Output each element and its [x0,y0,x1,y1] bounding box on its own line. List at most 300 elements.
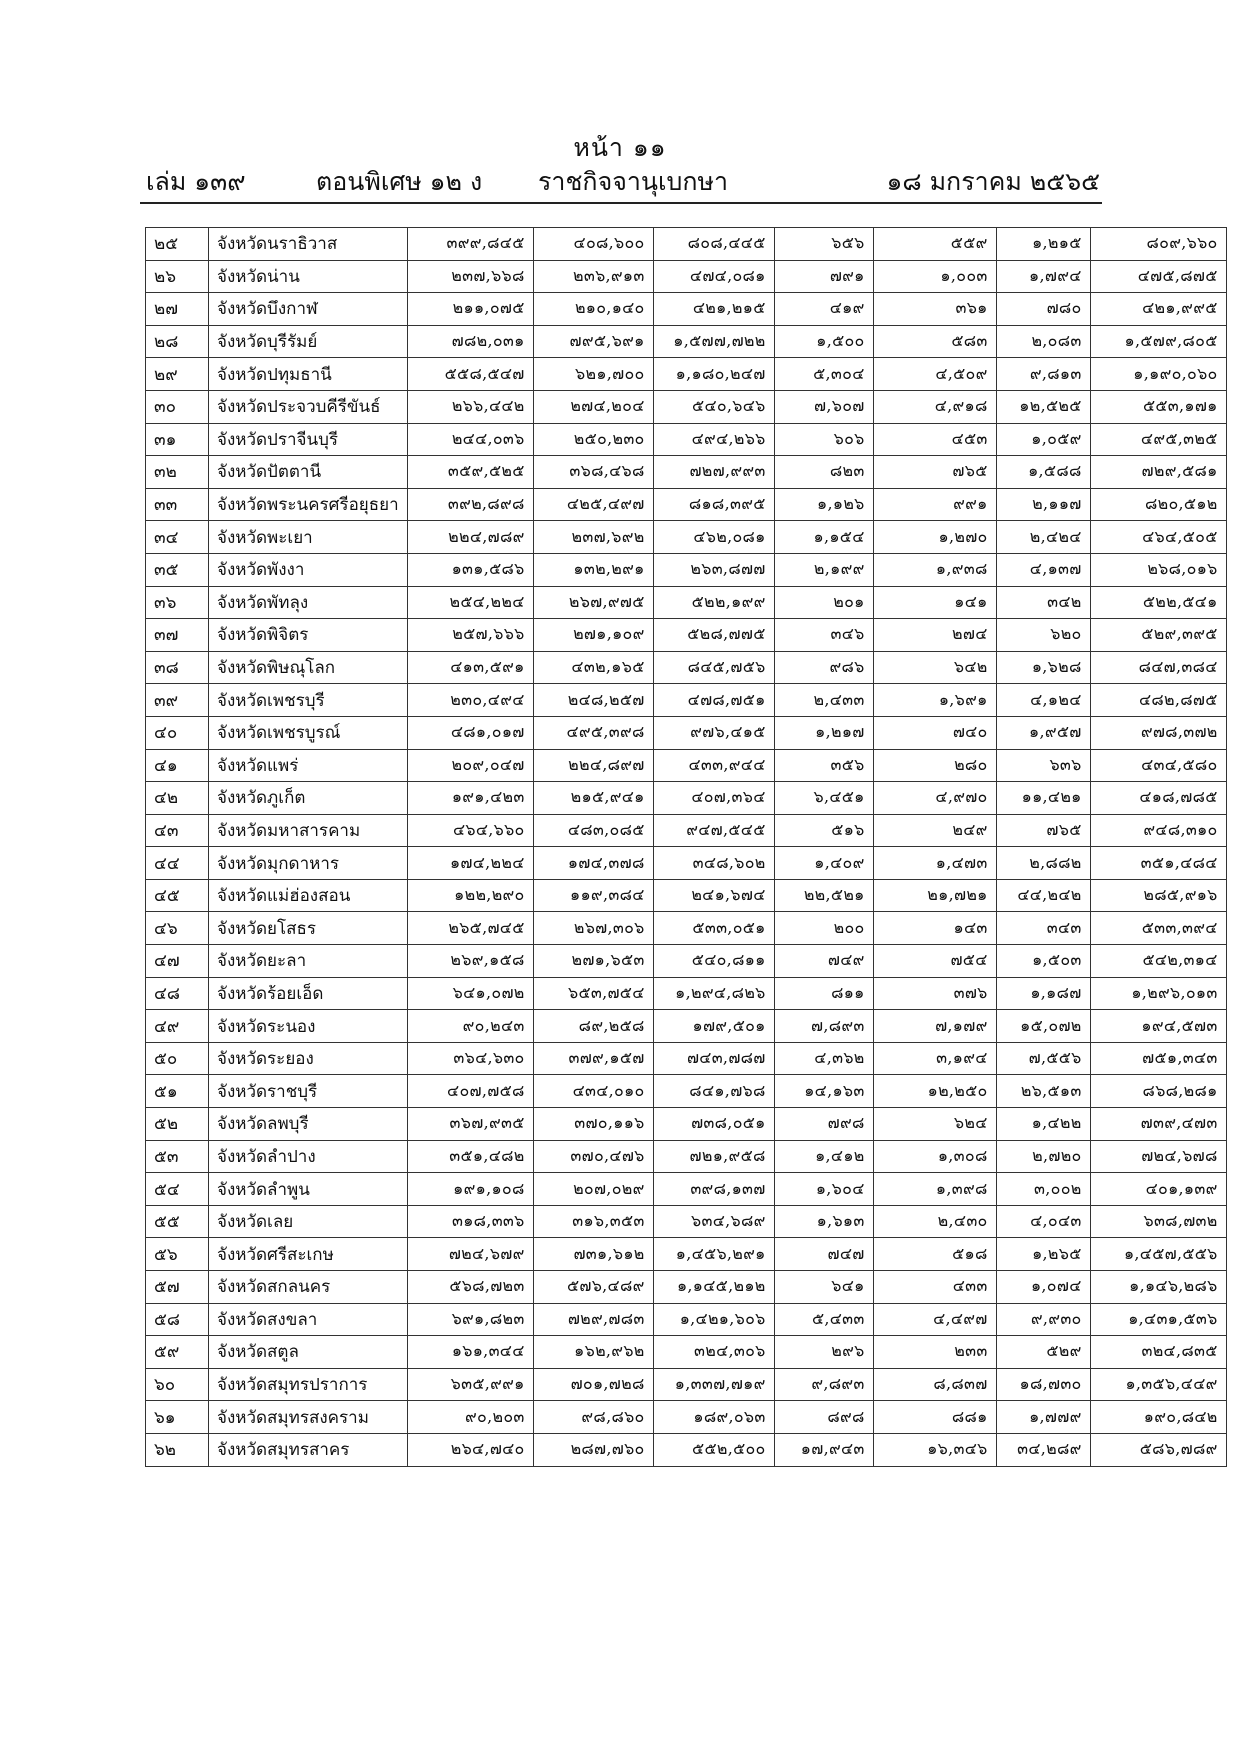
value-cell-col-6: ๙,๙๓๐ [996,1303,1090,1336]
province-name-cell: จังหวัดนราธิวาส [209,228,408,261]
value-cell-col-6: ๑,๐๗๔ [996,1271,1090,1304]
value-cell-col-5: ๔,๔๙๗ [873,1303,996,1336]
value-cell-col-1: ๑๙๑,๑๐๘ [407,1173,533,1206]
value-cell-col-2: ๒๕๐,๒๓๐ [533,423,653,456]
value-cell-col-2: ๑๗๔,๓๗๘ [533,847,653,880]
value-cell-col-3: ๘๔๕,๗๕๖ [653,651,774,684]
value-cell-col-7: ๕๓๓,๓๙๔ [1090,912,1226,945]
value-cell-col-4: ๑,๒๑๗ [774,716,873,749]
value-cell-col-5: ๗,๑๗๙ [873,1010,996,1043]
value-cell-col-3: ๑,๑๔๕,๒๑๒ [653,1271,774,1304]
value-cell-col-2: ๔๓๔,๐๑๐ [533,1075,653,1108]
value-cell-col-6: ๑,๙๕๗ [996,716,1090,749]
issue-label: ตอนพิเศษ ๑๒ ง [316,167,483,196]
value-cell-col-3: ๒๖๓,๘๗๗ [653,553,774,586]
value-cell-col-4: ๓๔๖ [774,619,873,652]
table-row [146,716,1227,749]
value-cell-col-6: ๑,๐๕๙ [996,423,1090,456]
value-cell-col-2: ๒๗๑,๖๕๓ [533,945,653,978]
province-name-cell: จังหวัดศรีสะเกษ [209,1238,408,1271]
value-cell-col-7: ๘๐๙,๖๖๐ [1090,228,1226,261]
value-cell-col-7: ๑,๑๙๐,๐๖๐ [1090,358,1226,391]
province-name-cell: จังหวัดสมุทรสาคร [209,1433,408,1466]
value-cell-col-4: ๗๙๑ [774,260,873,293]
value-cell-col-2: ๒๖๗,๓๐๖ [533,912,653,945]
value-cell-col-5: ๕๑๘ [873,1238,996,1271]
value-cell-col-2: ๔๙๕,๓๙๘ [533,716,653,749]
value-cell-col-6: ๑,๔๒๒ [996,1108,1090,1141]
province-name-cell: จังหวัดพัทลุง [209,586,408,619]
table-row [146,1075,1227,1108]
value-cell-col-6: ๗๘๐ [996,293,1090,326]
value-cell-col-4: ๕,๔๓๓ [774,1303,873,1336]
value-cell-col-4: ๒๐๑ [774,586,873,619]
value-cell-col-7: ๑,๔๕๗,๕๕๖ [1090,1238,1226,1271]
row-number-cell: ๕๘ [146,1303,209,1336]
value-cell-col-7: ๔๗๕,๘๗๕ [1090,260,1226,293]
row-number-cell: ๓๗ [146,619,209,652]
value-cell-col-3: ๔๗๔,๐๘๑ [653,260,774,293]
province-name-cell: จังหวัดปราจีนบุรี [209,423,408,456]
row-number-cell: ๓๖ [146,586,209,619]
value-cell-col-1: ๔๘๑,๐๑๗ [407,716,533,749]
value-cell-col-3: ๖๓๔,๖๘๙ [653,1205,774,1238]
value-cell-col-7: ๘๒๐,๕๑๒ [1090,488,1226,521]
value-cell-col-7: ๙๔๘,๓๑๐ [1090,814,1226,847]
table-row [146,1042,1227,1075]
value-cell-col-1: ๙๐,๒๐๓ [407,1401,533,1434]
value-cell-col-7: ๔๙๕,๓๒๕ [1090,423,1226,456]
value-cell-col-1: ๕๖๘,๗๒๓ [407,1271,533,1304]
value-cell-col-7: ๙๗๘,๓๗๒ [1090,716,1226,749]
table-row [146,456,1227,489]
table-row [146,619,1227,652]
value-cell-col-1: ๔๖๔,๖๖๐ [407,814,533,847]
value-cell-col-1: ๒๕๔,๒๒๔ [407,586,533,619]
value-cell-col-5: ๗๖๕ [873,456,996,489]
row-number-cell: ๔๗ [146,945,209,978]
value-cell-col-3: ๔๒๑,๒๑๕ [653,293,774,326]
row-number-cell: ๒๗ [146,293,209,326]
value-cell-col-3: ๙๔๗,๕๔๕ [653,814,774,847]
value-cell-col-2: ๙๘,๘๖๐ [533,1401,653,1434]
table-row [146,1140,1227,1173]
value-cell-col-1: ๖๔๑,๐๗๒ [407,977,533,1010]
row-number-cell: ๕๑ [146,1075,209,1108]
value-cell-col-3: ๔๐๗,๓๖๔ [653,782,774,815]
province-name-cell: จังหวัดพังงา [209,553,408,586]
value-cell-col-2: ๔๓๒,๑๖๕ [533,651,653,684]
value-cell-col-1: ๓๖๗,๙๓๕ [407,1108,533,1141]
value-cell-col-3: ๗๒๑,๙๕๘ [653,1140,774,1173]
table-row [146,260,1227,293]
value-cell-col-3: ๙๗๖,๔๑๕ [653,716,774,749]
value-cell-col-5: ๑,๖๙๑ [873,684,996,717]
value-cell-col-7: ๔๐๑,๑๓๙ [1090,1173,1226,1206]
province-name-cell: จังหวัดสงขลา [209,1303,408,1336]
value-cell-col-7: ๕๘๖,๗๘๙ [1090,1433,1226,1466]
value-cell-col-5: ๔๕๓ [873,423,996,456]
value-cell-col-3: ๓๙๘,๑๓๗ [653,1173,774,1206]
province-name-cell: จังหวัดสกลนคร [209,1271,408,1304]
table-body [146,228,1227,1467]
value-cell-col-4: ๒,๔๓๓ [774,684,873,717]
province-name-cell: จังหวัดสตูล [209,1336,408,1369]
province-name-cell: จังหวัดเพชรบูรณ์ [209,716,408,749]
row-number-cell: ๔๐ [146,716,209,749]
table-row [146,651,1227,684]
value-cell-col-4: ๑,๖๑๓ [774,1205,873,1238]
row-number-cell: ๒๕ [146,228,209,261]
value-cell-col-7: ๑,๔๓๑,๕๓๖ [1090,1303,1226,1336]
value-cell-col-4: ๗,๖๐๗ [774,390,873,423]
volume-label: เล่ม ๑๓๙ [146,167,246,196]
value-cell-col-1: ๑๓๑,๕๘๖ [407,553,533,586]
value-cell-col-1: ๗๘๒,๐๓๑ [407,325,533,358]
value-cell-col-1: ๖๙๑,๘๒๓ [407,1303,533,1336]
value-cell-col-4: ๖,๔๕๑ [774,782,873,815]
value-cell-col-2: ๒๗๔,๒๐๔ [533,390,653,423]
table-row [146,912,1227,945]
province-name-cell: จังหวัดภูเก็ต [209,782,408,815]
value-cell-col-3: ๔๓๓,๙๔๔ [653,749,774,782]
value-cell-col-6: ๑,๕๘๘ [996,456,1090,489]
value-cell-col-1: ๑๙๑,๔๒๓ [407,782,533,815]
value-cell-col-7: ๘๖๘,๒๘๑ [1090,1075,1226,1108]
value-cell-col-4: ๒๙๖ [774,1336,873,1369]
value-cell-col-7: ๔๘๒,๘๗๕ [1090,684,1226,717]
value-cell-col-1: ๔๑๓,๕๙๑ [407,651,533,684]
value-cell-col-2: ๒๓๖,๙๑๓ [533,260,653,293]
table-row [146,1010,1227,1043]
value-cell-col-6: ๒,๑๑๗ [996,488,1090,521]
value-cell-col-2: ๗๒๙,๗๘๓ [533,1303,653,1336]
value-cell-col-5: ๑๒,๒๕๐ [873,1075,996,1108]
row-number-cell: ๒๖ [146,260,209,293]
value-cell-col-5: ๗๔๐ [873,716,996,749]
value-cell-col-3: ๑๗๙,๕๐๑ [653,1010,774,1043]
value-cell-col-2: ๓๑๖,๓๕๓ [533,1205,653,1238]
value-cell-col-4: ๓๕๖ [774,749,873,782]
value-cell-col-5: ๖๒๔ [873,1108,996,1141]
value-cell-col-7: ๑๙๐,๘๔๒ [1090,1401,1226,1434]
page-number: หน้า ๑๑ [573,133,667,162]
row-number-cell: ๓๙ [146,684,209,717]
value-cell-col-4: ๖๕๖ [774,228,873,261]
value-cell-col-6: ๓๔๒ [996,586,1090,619]
value-cell-col-4: ๙๘๖ [774,651,873,684]
row-number-cell: ๓๘ [146,651,209,684]
value-cell-col-6: ๖๓๖ [996,749,1090,782]
value-cell-col-3: ๑,๓๓๗,๗๑๙ [653,1368,774,1401]
value-cell-col-2: ๒๒๔,๘๙๗ [533,749,653,782]
value-cell-col-3: ๕๒๒,๑๙๙ [653,586,774,619]
value-cell-col-3: ๘๔๑,๗๖๘ [653,1075,774,1108]
value-cell-col-2: ๑๓๒,๒๙๑ [533,553,653,586]
value-cell-col-3: ๕๕๒,๕๐๐ [653,1433,774,1466]
value-cell-col-1: ๒๓๗,๖๖๘ [407,260,533,293]
province-name-cell: จังหวัดปทุมธานี [209,358,408,391]
row-number-cell: ๔๕ [146,879,209,912]
value-cell-col-5: ๘,๘๓๗ [873,1368,996,1401]
province-name-cell: จังหวัดมุกดาหาร [209,847,408,880]
table-row [146,521,1227,554]
value-cell-col-3: ๕๓๓,๐๕๑ [653,912,774,945]
gazette-header [146,162,1100,202]
province-name-cell: จังหวัดบึงกาฬ [209,293,408,326]
value-cell-col-4: ๑,๔๑๒ [774,1140,873,1173]
value-cell-col-4: ๖๔๑ [774,1271,873,1304]
value-cell-col-6: ๑,๖๒๘ [996,651,1090,684]
row-number-cell: ๓๔ [146,521,209,554]
province-name-cell: จังหวัดพิจิตร [209,619,408,652]
value-cell-col-6: ๒๖,๕๑๓ [996,1075,1090,1108]
value-cell-col-3: ๗๓๘,๐๕๑ [653,1108,774,1141]
value-cell-col-5: ๑,๒๗๐ [873,521,996,554]
province-name-cell: จังหวัดระนอง [209,1010,408,1043]
table-row [146,228,1227,261]
table-row [146,423,1227,456]
value-cell-col-7: ๔๑๘,๗๘๕ [1090,782,1226,815]
value-cell-col-1: ๖๓๕,๙๙๑ [407,1368,533,1401]
value-cell-col-4: ๑,๑๒๖ [774,488,873,521]
value-cell-col-2: ๒๓๗,๖๙๒ [533,521,653,554]
value-cell-col-6: ๒,๘๘๒ [996,847,1090,880]
value-cell-col-4: ๗๔๙ [774,945,873,978]
table-row [146,847,1227,880]
value-cell-col-3: ๓๔๘,๖๐๒ [653,847,774,880]
value-cell-col-5: ๑,๙๓๘ [873,553,996,586]
table-row [146,1368,1227,1401]
value-cell-col-7: ๑,๒๙๖,๐๑๓ [1090,977,1226,1010]
table-row [146,488,1227,521]
value-cell-col-5: ๔,๙๑๘ [873,390,996,423]
value-cell-col-5: ๔,๙๗๐ [873,782,996,815]
value-cell-col-6: ๑,๒๑๕ [996,228,1090,261]
table-row [146,1108,1227,1141]
value-cell-col-2: ๒๘๗,๗๖๐ [533,1433,653,1466]
value-cell-col-6: ๔,๑๒๔ [996,684,1090,717]
value-cell-col-3: ๔๙๔,๒๖๖ [653,423,774,456]
value-cell-col-3: ๑,๑๘๐,๒๔๗ [653,358,774,391]
row-number-cell: ๔๓ [146,814,209,847]
table-row [146,553,1227,586]
table-row [146,749,1227,782]
province-name-cell: จังหวัดสมุทรสงคราม [209,1401,408,1434]
value-cell-col-2: ๑๖๒,๙๖๒ [533,1336,653,1369]
value-cell-col-5: ๒๔๙ [873,814,996,847]
province-name-cell: จังหวัดพิษณุโลก [209,651,408,684]
value-cell-col-3: ๗๔๓,๗๘๗ [653,1042,774,1075]
value-cell-col-6: ๓๔,๒๘๙ [996,1433,1090,1466]
value-cell-col-6: ๒,๔๒๔ [996,521,1090,554]
table-row [146,1205,1227,1238]
value-cell-col-7: ๓๕๑,๔๘๔ [1090,847,1226,880]
value-cell-col-2: ๔๒๕,๔๙๗ [533,488,653,521]
province-name-cell: จังหวัดราชบุรี [209,1075,408,1108]
value-cell-col-1: ๒๖๕,๗๔๕ [407,912,533,945]
value-cell-col-1: ๓๙๙,๘๔๕ [407,228,533,261]
value-cell-col-2: ๗๓๑,๖๑๒ [533,1238,653,1271]
table-row [146,1238,1227,1271]
value-cell-col-7: ๗๒๙,๕๘๑ [1090,456,1226,489]
value-cell-col-6: ๒,๐๘๓ [996,325,1090,358]
value-cell-col-3: ๘๑๘,๓๙๕ [653,488,774,521]
value-cell-col-5: ๖๔๒ [873,651,996,684]
value-cell-col-5: ๑๔๑ [873,586,996,619]
value-cell-col-5: ๑,๔๗๓ [873,847,996,880]
value-cell-col-2: ๖๒๑,๗๐๐ [533,358,653,391]
value-cell-col-3: ๑๘๙,๐๖๓ [653,1401,774,1434]
table-row [146,1336,1227,1369]
value-cell-col-4: ๒๐๐ [774,912,873,945]
value-cell-col-6: ๑,๑๘๗ [996,977,1090,1010]
value-cell-col-4: ๒,๑๙๙ [774,553,873,586]
value-cell-col-4: ๖๐๖ [774,423,873,456]
value-cell-col-2: ๓๗๐,๑๑๖ [533,1108,653,1141]
value-cell-col-5: ๑,๐๐๓ [873,260,996,293]
value-cell-col-6: ๙,๘๑๓ [996,358,1090,391]
value-cell-col-1: ๒๑๑,๐๗๕ [407,293,533,326]
value-cell-col-2: ๑๑๙,๓๘๔ [533,879,653,912]
value-cell-col-1: ๙๐,๒๔๓ [407,1010,533,1043]
table-row [146,1433,1227,1466]
province-name-cell: จังหวัดพระนครศรีอยุธยา [209,488,408,521]
row-number-cell: ๒๙ [146,358,209,391]
value-cell-col-2: ๒๔๘,๒๕๗ [533,684,653,717]
value-cell-col-6: ๖๒๐ [996,619,1090,652]
value-cell-col-3: ๕๒๘,๗๗๕ [653,619,774,652]
value-cell-col-7: ๗๓๙,๔๗๓ [1090,1108,1226,1141]
value-cell-col-7: ๕๒๒,๕๔๑ [1090,586,1226,619]
row-number-cell: ๒๘ [146,325,209,358]
row-number-cell: ๕๗ [146,1271,209,1304]
row-number-cell: ๓๑ [146,423,209,456]
value-cell-col-4: ๑,๖๐๔ [774,1173,873,1206]
row-number-cell: ๕๐ [146,1042,209,1075]
value-cell-col-2: ๖๕๓,๗๕๔ [533,977,653,1010]
value-cell-col-6: ๑๕,๐๗๒ [996,1010,1090,1043]
value-cell-col-4: ๑๗,๙๔๓ [774,1433,873,1466]
value-cell-col-2: ๓๗๙,๑๕๗ [533,1042,653,1075]
value-cell-col-4: ๑๔,๑๖๓ [774,1075,873,1108]
province-name-cell: จังหวัดปัตตานี [209,456,408,489]
table-row [146,1401,1227,1434]
value-cell-col-3: ๑,๔๒๑,๖๐๖ [653,1303,774,1336]
value-cell-col-1: ๓๖๔,๖๓๐ [407,1042,533,1075]
value-cell-col-4: ๑,๑๕๔ [774,521,873,554]
row-number-cell: ๔๙ [146,1010,209,1043]
table-row [146,782,1227,815]
province-name-cell: จังหวัดแพร่ [209,749,408,782]
value-cell-col-5: ๕๕๙ [873,228,996,261]
value-cell-col-5: ๒๘๐ [873,749,996,782]
value-cell-col-1: ๗๒๔,๖๗๙ [407,1238,533,1271]
row-number-cell: ๖๒ [146,1433,209,1466]
value-cell-col-5: ๒๑,๗๒๑ [873,879,996,912]
value-cell-col-6: ๑๒,๕๒๕ [996,390,1090,423]
row-number-cell: ๖๑ [146,1401,209,1434]
row-number-cell: ๔๘ [146,977,209,1010]
value-cell-col-3: ๒๔๑,๖๗๔ [653,879,774,912]
row-number-cell: ๔๖ [146,912,209,945]
row-number-cell: ๕๕ [146,1205,209,1238]
value-cell-col-6: ๓,๐๐๒ [996,1173,1090,1206]
value-cell-col-6: ๑,๗๙๔ [996,260,1090,293]
value-cell-col-5: ๑๔๓ [873,912,996,945]
value-cell-col-4: ๑,๕๐๐ [774,325,873,358]
row-number-cell: ๓๒ [146,456,209,489]
value-cell-col-4: ๑,๔๐๙ [774,847,873,880]
value-cell-col-4: ๗,๘๙๓ [774,1010,873,1043]
value-cell-col-3: ๑,๕๗๗,๗๒๒ [653,325,774,358]
value-cell-col-4: ๗๔๗ [774,1238,873,1271]
value-cell-col-1: ๒๐๙,๐๔๗ [407,749,533,782]
value-cell-col-6: ๑,๗๗๙ [996,1401,1090,1434]
population-table [145,227,1227,1467]
value-cell-col-7: ๘๔๗,๓๘๔ [1090,651,1226,684]
value-cell-col-5: ๑,๓๐๘ [873,1140,996,1173]
value-cell-col-6: ๓๔๓ [996,912,1090,945]
row-number-cell: ๓๕ [146,553,209,586]
publication-date: ๑๘ มกราคม ๒๕๖๕ [886,167,1100,196]
value-cell-col-7: ๑,๓๕๖,๔๔๙ [1090,1368,1226,1401]
value-cell-col-4: ๒๒,๕๒๑ [774,879,873,912]
value-cell-col-1: ๓๑๘,๓๓๖ [407,1205,533,1238]
value-cell-col-6: ๔๔,๒๔๒ [996,879,1090,912]
value-cell-col-2: ๓๖๘,๔๖๘ [533,456,653,489]
value-cell-col-7: ๕๕๓,๑๗๑ [1090,390,1226,423]
value-cell-col-3: ๑,๒๙๔,๘๒๖ [653,977,774,1010]
table-row [146,977,1227,1010]
value-cell-col-6: ๔,๑๓๗ [996,553,1090,586]
value-cell-col-3: ๔๖๒,๐๘๑ [653,521,774,554]
table-row [146,1303,1227,1336]
table-row [146,390,1227,423]
value-cell-col-5: ๔,๕๐๙ [873,358,996,391]
table-row [146,1173,1227,1206]
value-cell-col-2: ๘๙,๒๕๘ [533,1010,653,1043]
value-cell-col-1: ๒๔๔,๐๓๖ [407,423,533,456]
value-cell-col-5: ๗๕๔ [873,945,996,978]
province-name-cell: จังหวัดเลย [209,1205,408,1238]
value-cell-col-1: ๒๕๗,๖๖๖ [407,619,533,652]
province-name-cell: จังหวัดระยอง [209,1042,408,1075]
value-cell-col-6: ๗๖๕ [996,814,1090,847]
row-number-cell: ๕๙ [146,1336,209,1369]
value-cell-col-1: ๑๒๒,๒๙๐ [407,879,533,912]
value-cell-col-6: ๑๘,๗๓๐ [996,1368,1090,1401]
value-cell-col-6: ๑,๒๖๕ [996,1238,1090,1271]
province-name-cell: จังหวัดแม่ฮ่องสอน [209,879,408,912]
province-name-cell: จังหวัดประจวบคีรีขันธ์ [209,390,408,423]
value-cell-col-5: ๒,๔๓๐ [873,1205,996,1238]
value-cell-col-4: ๔,๓๖๒ [774,1042,873,1075]
province-name-cell: จังหวัดลำปาง [209,1140,408,1173]
row-number-cell: ๓๓ [146,488,209,521]
row-number-cell: ๕๖ [146,1238,209,1271]
province-name-cell: จังหวัดยโสธร [209,912,408,945]
value-cell-col-5: ๒๓๓ [873,1336,996,1369]
value-cell-col-7: ๓๒๔,๘๓๕ [1090,1336,1226,1369]
gazette-title: ราชกิจจานุเบกษา [538,167,729,196]
table-row [146,586,1227,619]
province-name-cell: จังหวัดร้อยเอ็ด [209,977,408,1010]
province-name-cell: จังหวัดยะลา [209,945,408,978]
province-name-cell: จังหวัดน่าน [209,260,408,293]
value-cell-col-3: ๕๔๐,๘๑๑ [653,945,774,978]
value-cell-col-3: ๗๒๗,๙๙๓ [653,456,774,489]
